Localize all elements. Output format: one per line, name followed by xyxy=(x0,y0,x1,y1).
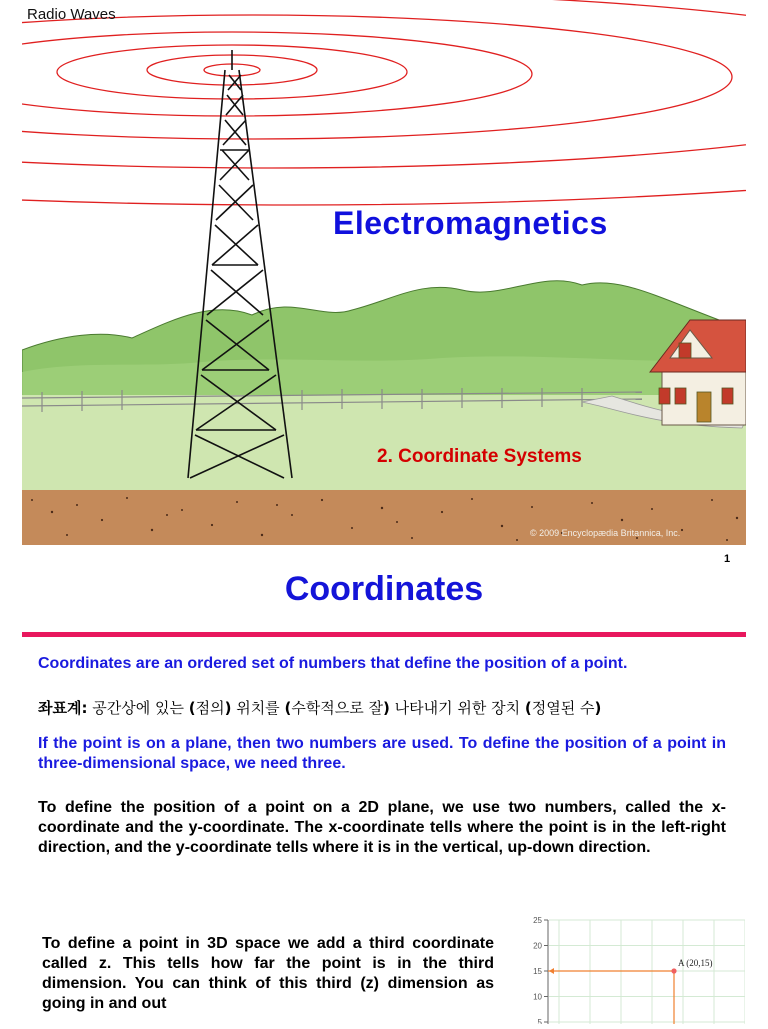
coordinate-graph xyxy=(525,910,745,1024)
2d-plane-paragraph: To define the position of a point on a 2D plane, we use two numbers, called the x-coordinate and the y-coordinate. The x-coordinate tells where the point is in the left-right direction, and the y-coordinate tells where it is in the vertical, up-down direction. xyxy=(38,799,726,856)
data-point xyxy=(671,968,676,973)
y-tick-label: 25 xyxy=(533,916,542,925)
y-tick-label: 10 xyxy=(533,992,542,1002)
plane-paragraph: If the point is on a plane, then two numbers are used. To define the position of a point in three-dimensional space, we need three. xyxy=(38,735,726,772)
y-tick-label: 20 xyxy=(533,941,542,951)
definition-paragraph: Coordinates are an ordered set of numbers that define the position of a point. xyxy=(38,655,628,672)
data-point-label: A (20,15) xyxy=(678,958,713,968)
coordinate-graph-svg xyxy=(525,910,745,1024)
y-tick-label: 5 xyxy=(537,1018,542,1024)
coordinates-heading: Coordinates xyxy=(284,570,484,608)
radio-waves-label: Radio Waves xyxy=(27,6,116,23)
guide-arrow-head xyxy=(549,968,554,974)
3d-space-paragraph: To define a point in 3D space we add a third coordinate called z. This tells how far the point is in the third dimension. You can think of this third (z) dimension as going in and out xyxy=(42,935,494,1012)
korean-definition: 좌표계: 공간상에 있는 (점의) 위치를 (수학적으로 잘) 나타내기 위한 장치 (정열된 수) xyxy=(38,699,602,717)
slide-title: Electromagnetics xyxy=(333,205,608,241)
heading-divider xyxy=(22,632,746,637)
slide-number: 1 xyxy=(724,553,731,565)
y-tick-label: 15 xyxy=(533,967,542,976)
copyright-notice: © 2009 Encyclopædia Britannica, Inc. xyxy=(530,528,681,538)
slide-subtitle: 2. Coordinate Systems xyxy=(377,446,582,467)
